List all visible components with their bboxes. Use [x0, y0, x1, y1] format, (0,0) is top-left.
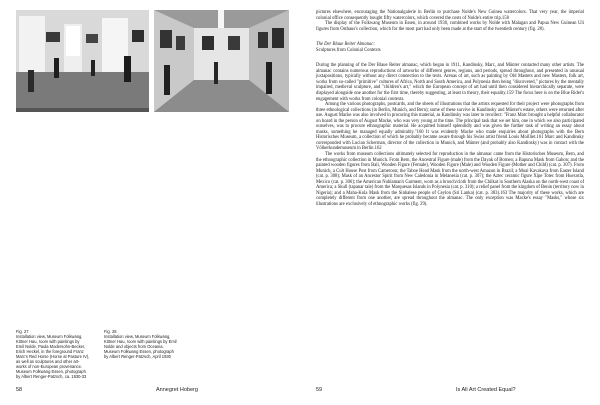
caption-line: Emil Nolde, Paula Modersohn-Becker,: [16, 344, 86, 349]
section-title: The Der Blaue Reiter Almanac:: [316, 42, 375, 48]
fig28-installation-photo: [154, 10, 289, 112]
caption-line: Nolde and objects from Oceania.: [104, 344, 164, 349]
paragraph-almanac: During the planning of the Der Blaue Reiter almanac, which began in 1911, Kandinsky, Marc, and Münter contacted many other artists. The almanac contains numerous reproductions of artworks of different genres, regions, and periods, spread throughout, and presented in unusual juxtapositions, typically without any direct connection to the texts. Arenas of art, such as painting by Old Masters and new Masters, folk art, works from so-called "primitive" cultures of Africa, North and South America, and Polynesia then being "discovered," pictures by the mentally impaired, medieval sculpture, and "children's art," which the European concept of art had until then considered hierarchically separate, were displayed alongside one another for the first time, thereby suggesting, at least in theory, their equality.159 The focus here is on the Blue Rider's engagement with works from colonial contexts.: [316, 63, 584, 102]
left-running-author: Annegret Hoberg: [156, 387, 198, 393]
fig27-caption: [16, 329, 88, 379]
fig28-photo-image: [154, 10, 289, 112]
caption-line: works of non-European provenance.: [16, 364, 82, 369]
caption-line: Museum Folkwang Essen, photograph: [16, 369, 86, 374]
caption-line: Erich Heckel, in the foreground Franz: [16, 349, 84, 354]
caption-line: by Albert Renger-Patzsch, ca. 1930-33: [16, 374, 87, 379]
right-page-body: [316, 10, 584, 208]
caption-line: Installation view, Museum Folkwang,: [16, 334, 83, 339]
fig28-caption: [104, 329, 176, 359]
fig27-installation-photo: [16, 10, 149, 112]
left-page-number: 58: [16, 387, 23, 393]
caption-line: Kittner Hau, room with paintings by: [16, 339, 80, 344]
caption-line: Fig. 28: [104, 329, 117, 334]
fig27-photo-image: [16, 10, 149, 112]
caption-line: Marc's Red Horse (Horse at Pasture IV),: [16, 354, 90, 359]
paragraph-works: The works from museum collections ultimately selected for reproduction in the almanac came from the Historisches Museum, Bern, and the ethnographic collection in Munich. From Bern, the Ancestral Figure (male) from the Dayak of Borneo; a Bapuna Mask from Gabon; and the painted wooden figures from Bali, Wooden Figure (Female), Wooden Figure (Male) and Wooden Figure (Mother and Child) (cat. p. 307). From Munich, a Cult House Post from Cameroon; the Taboe Head Mask from the north-west Amazon in Brazil; a Moai Kavakava from Easter Island (cat. p. 308); Mask of an Ancestor Spirit from New Caledonia in Melanesia (cat. p. 307); the Aztec ceramic figure Xipe Totec from Huexotla, Mexico (cat. p. 306); the American Nuhlaman's Garment, worn as a brooch/cloth from the Chilkat in Southern Alaska on the north-west coast of America; a Skull (tapanar tale) from the Marquesas Islands in Polynesia (cat. p. 310); a relief panel from the kingdom of Benin (territory now in Nigeria); and a Maha-Kola Mask from the Sinhalese people of Ceylon (Sri Lanka) (cat. p. 383).163 The majority of these works, which are completely different from one another, are spread throughout the almanac. The only exception was Macke's essay "Masks," whose six illustrations are exclusively of ethnographic works (fig. 29).: [316, 152, 584, 207]
caption-line: by Albert Renger-Patzsch, April 1930: [104, 354, 171, 359]
paragraph-photographs: Among the various photographs, postcards, and the sheets of illustrations that the artists requested for their project were photographs from three ethnological collections (in Berlin, Munich, and Bern); some of these survive in Kandinsky and Münter's estate, others were returned after use. August Macke was also involved in procuring this material, as Kandinsky was later to recollect: "Franz Marc brought a helpful collaborator on board in the person of August Macke, who was very young at the time. The principal task that we set him, one in which we also participated ourselves, was to procure ethnographic material. He acquitted himself splendidly and was given the further task of writing an essay about masks, something he managed equally admirably."160 It was evidently Macke who made enquiries about photographs with the Bern Historisches Museum, a collection of which he probably became aware through his Swiss artist friend Louis Moilliet.161 Marc and Kandinsky corresponded with Lucian Scherman, director of the collection in Munich, and Münter (and probably also Kandinsky) was in contact with the Völkerkundemuseum in Berlin.162: [316, 102, 584, 152]
caption-line: Museum Folkwang Essen, photograph: [104, 349, 174, 354]
section-spacer: [316, 53, 584, 63]
right-page-number: 59: [316, 387, 323, 393]
caption-line: Kittner Hau, room with paintings by Emil: [104, 339, 177, 344]
section-subtitle: Sculptures from Colonial Contexts: [316, 47, 381, 53]
paragraph-intro: pictures elsewhere, encouraging the Nationalgalerie in Berlin to purchase Nolde's New Guinea watercolors. That very year, the imperial colonial office consequently bought fifty watercolors, which covered the costs of Nolde's entire trip.158: [316, 10, 584, 21]
caption-line: Fig. 27: [16, 329, 29, 334]
paragraph-display: The display of the Folkwang Museum in Essen, in around 1930, combined works by Nolde with Malagan and Papua New Guinean Uli figures from Osthaus's collection, which for the most part had only been made at the start of the twentieth century (fig. 28).: [316, 21, 584, 32]
section-spacer: [316, 32, 584, 42]
right-running-title: Is All Art Created Equal?: [456, 387, 516, 393]
caption-line: as well as sculptures and other art-: [16, 359, 80, 364]
caption-line: Installation view, Museum Folkwang,: [104, 334, 171, 339]
